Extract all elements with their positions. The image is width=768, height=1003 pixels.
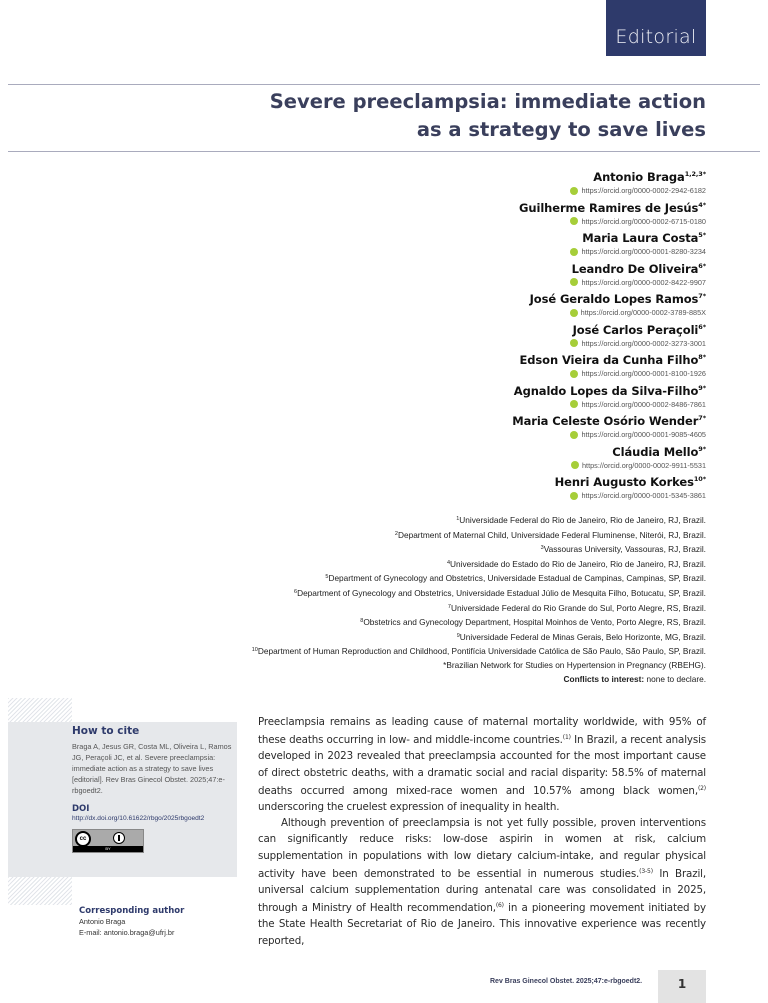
author-entry	[512, 228, 706, 259]
title-top-rule	[8, 84, 760, 85]
orcid-row[interactable]	[512, 399, 706, 410]
orcid-icon	[570, 370, 578, 378]
section-badge: Editorial	[606, 0, 706, 56]
reference-link[interactable]: (3-5)	[639, 867, 653, 875]
attribution-icon	[113, 832, 125, 844]
affiliation-list	[186, 513, 706, 686]
affiliation: $^9$Universidade Federal de Minas Gerais, Belo Horizonte, MG, Brazil.	[456, 631, 706, 642]
affiliation: $^{10}$Department of Human Reproduction and Childhood, Pontifícia Universidade Católica de São Paulo, São Paulo, SP, Brazil.	[251, 646, 706, 657]
author-name: Leandro De Oliveira$^{6*}$	[571, 261, 706, 276]
orcid-link[interactable]: https://orcid.org/0000-0002-9911-5531	[582, 460, 706, 470]
cc-icon: cc	[75, 831, 91, 847]
affiliation: *Brazilian Network for Studies on Hypertension in Pregnancy (RBEHG).	[443, 659, 706, 670]
author-list	[512, 167, 706, 503]
affiliation: $^8$Obstetrics and Gynecology Department, Hospital Moinhos de Vento, Porto Alegre, RS, Brazil.	[360, 617, 706, 628]
author-entry	[512, 472, 706, 503]
orcid-row[interactable]	[512, 277, 706, 288]
orcid-icon	[570, 339, 578, 347]
how-to-cite-text: Braga A, Jesus GR, Costa ML, Oliveira L, Ramos JG, Peraçoli JC, et al. Severe preeclampsia: immediate action as a strategy to save lives [editorial]. Rev Bras Ginecol Obstet. 2025;47:e-rbgoedt2.	[72, 742, 232, 795]
page-number: 1	[658, 970, 706, 1003]
author-entry	[512, 381, 706, 412]
orcid-link[interactable]: https://orcid.org/0000-0001-5345-3861	[581, 491, 706, 500]
orcid-link[interactable]: https://orcid.org/0000-0002-8486-7861	[581, 399, 706, 409]
orcid-link[interactable]: https://orcid.org/0000-0002-2942-6182	[581, 186, 706, 195]
author-entry	[512, 320, 706, 351]
orcid-row[interactable]	[512, 216, 706, 227]
author-name: Cláudia Mello$^{9*}$	[612, 444, 706, 459]
author-name: Agnaldo Lopes da Silva-Filho$^{9*}$	[513, 383, 706, 398]
author-name: Edson Vieira da Cunha Filho$^{8*}$	[519, 353, 706, 367]
reference-link[interactable]: (1)	[562, 734, 571, 742]
author-entry	[512, 350, 706, 381]
doi-link[interactable]: http://dx.doi.org/10.61622/rbgo/2025rbgoedt2	[72, 815, 205, 822]
article-title	[206, 88, 706, 144]
orcid-link[interactable]: https://orcid.org/0000-0001-8100-1926	[581, 369, 706, 378]
orcid-row[interactable]	[512, 429, 706, 440]
author-name: José Carlos Peraçoli$^{6*}$	[572, 322, 706, 337]
article-body	[258, 714, 706, 949]
footer-citation: Rev Bras Ginecol Obstet. 2025;47:e-rbgoedt2.	[490, 978, 643, 985]
orcid-link[interactable]: https://orcid.org/0000-0002-8422-9907	[581, 277, 706, 287]
doi-heading: DOI	[72, 804, 90, 814]
affiliation: $^2$Department of Maternal Child, Universidade Federal Fluminense, Niterói, RJ, Brazil.	[394, 529, 706, 540]
orcid-row[interactable]	[512, 368, 706, 379]
orcid-icon	[570, 278, 578, 286]
author-name: José Geraldo Lopes Ramos$^{7*}$	[529, 292, 706, 306]
corresponding-author-heading: Corresponding author	[79, 906, 185, 916]
orcid-row[interactable]	[512, 460, 706, 471]
author-name: Antonio Braga$^{1,2,3*}$	[593, 170, 706, 184]
cc-by-license-icon[interactable]	[72, 829, 144, 853]
affiliation: $^4$Universidade do Estado do Rio de Janeiro, Rio de Janeiro, RJ, Brazil.	[446, 558, 706, 569]
author-entry	[512, 289, 706, 320]
corresponding-author-email[interactable]: E-mail: antonio.braga@ufrj.br	[79, 928, 175, 937]
affiliation: $^1$Universidade Federal do Rio de Janeiro, Rio de Janeiro, RJ, Brazil.	[456, 515, 706, 525]
orcid-icon	[570, 248, 578, 256]
orcid-icon	[571, 461, 579, 469]
author-name: Guilherme Ramires de Jesús$^{4*}$	[519, 200, 706, 215]
orcid-icon	[570, 309, 578, 317]
orcid-row[interactable]	[512, 307, 706, 318]
paragraph: Although prevention of preeclampsia is not yet fully possible, proven interventions can significantly reduce risks: low-dose aspirin in women at risk, calcium supplementation in populations with low dietary calcium-intake, and regular physical activity have been demonstrated to be essential in numerous studies.$^{(3-5)}$ In Brazil, universal calcium supplementation during antenatal care was consolidated in 2025, through a Ministry of Health recommendation,$^{(6)}$ in a pioneering movement initiated by the State Health Secretariat of Rio de Janeiro. This innovative experience was recently reported,	[258, 817, 706, 947]
orcid-row[interactable]	[512, 185, 706, 196]
affiliation: $^7$Universidade Federal do Rio Grande do Sul, Porto Alegre, RS, Brazil.	[447, 602, 706, 613]
author-entry	[512, 198, 706, 229]
reference-link[interactable]: (2)	[697, 784, 706, 792]
author-name: Maria Celeste Osório Wender$^{7*}$	[512, 414, 706, 428]
decorative-hatch	[8, 698, 72, 722]
orcid-link[interactable]: https://orcid.org/0000-0001-9085-4605	[581, 430, 706, 439]
orcid-icon	[570, 492, 578, 500]
affiliation: $^6$Department of Gynecology and Obstetrics, Universidade Estadual Júlio de Mesquita Filho, Botucatu, SP, Brazil.	[294, 587, 706, 598]
license-bar: BY	[73, 846, 143, 852]
title-line-1: Severe preeclampsia: immediate action	[269, 90, 706, 113]
paragraph: Preeclampsia remains as leading cause of maternal mortality worldwide, with 95% of these deaths occurring in low- and middle-income countries.$^{(1)}$ In Brazil, a recent analysis developed in 2023 revealed that preeclampsia accounted for the most important cause of direct obstetric deaths, with a dramatic social and racial disparity: 58.5% of maternal deaths occurred among mixed-race women and 10.57% among black women,$^{(2)}$ underscoring the cruelest expression of inequality in health.	[258, 716, 706, 814]
orcid-link[interactable]: https://orcid.org/0000-0002-3789-885X	[580, 308, 706, 317]
author-name: Henri Augusto Korkes$^{10*}$	[554, 475, 706, 489]
conflicts-statement: Conflicts to interest: none to declare.	[563, 673, 706, 684]
how-to-cite-heading: How to cite	[72, 725, 140, 737]
orcid-link[interactable]: https://orcid.org/0000-0002-6715-0180	[581, 216, 706, 226]
affiliation: $^3$Vassouras University, Vassouras, RJ, Brazil.	[540, 544, 706, 555]
affiliation: $^5$Department of Gynecology and Obstetrics, Universidade Estadual de Campinas, Campinas, SP, Brazil.	[325, 573, 706, 584]
corresponding-author-name: Antonio Braga	[79, 917, 126, 926]
orcid-icon	[570, 431, 578, 439]
author-entry	[512, 259, 706, 290]
orcid-icon	[570, 400, 578, 408]
orcid-icon	[570, 217, 578, 225]
orcid-icon	[570, 187, 578, 195]
title-line-2: as a strategy to save lives	[416, 118, 706, 141]
orcid-link[interactable]: https://orcid.org/0000-0001-8280-3234	[581, 247, 706, 256]
reference-link[interactable]: (6)	[495, 902, 504, 910]
orcid-row[interactable]	[512, 490, 706, 501]
corresponding-author	[79, 906, 239, 938]
orcid-row[interactable]	[512, 246, 706, 257]
author-entry	[512, 167, 706, 198]
how-to-cite-content	[72, 722, 232, 853]
orcid-row[interactable]	[512, 338, 706, 349]
author-name: Maria Laura Costa$^{5*}$	[582, 231, 706, 245]
author-entry	[512, 442, 706, 473]
author-entry	[512, 411, 706, 442]
orcid-link[interactable]: https://orcid.org/0000-0002-3273-3001	[581, 338, 706, 348]
title-bottom-rule	[8, 151, 760, 152]
decorative-hatch	[8, 877, 72, 905]
